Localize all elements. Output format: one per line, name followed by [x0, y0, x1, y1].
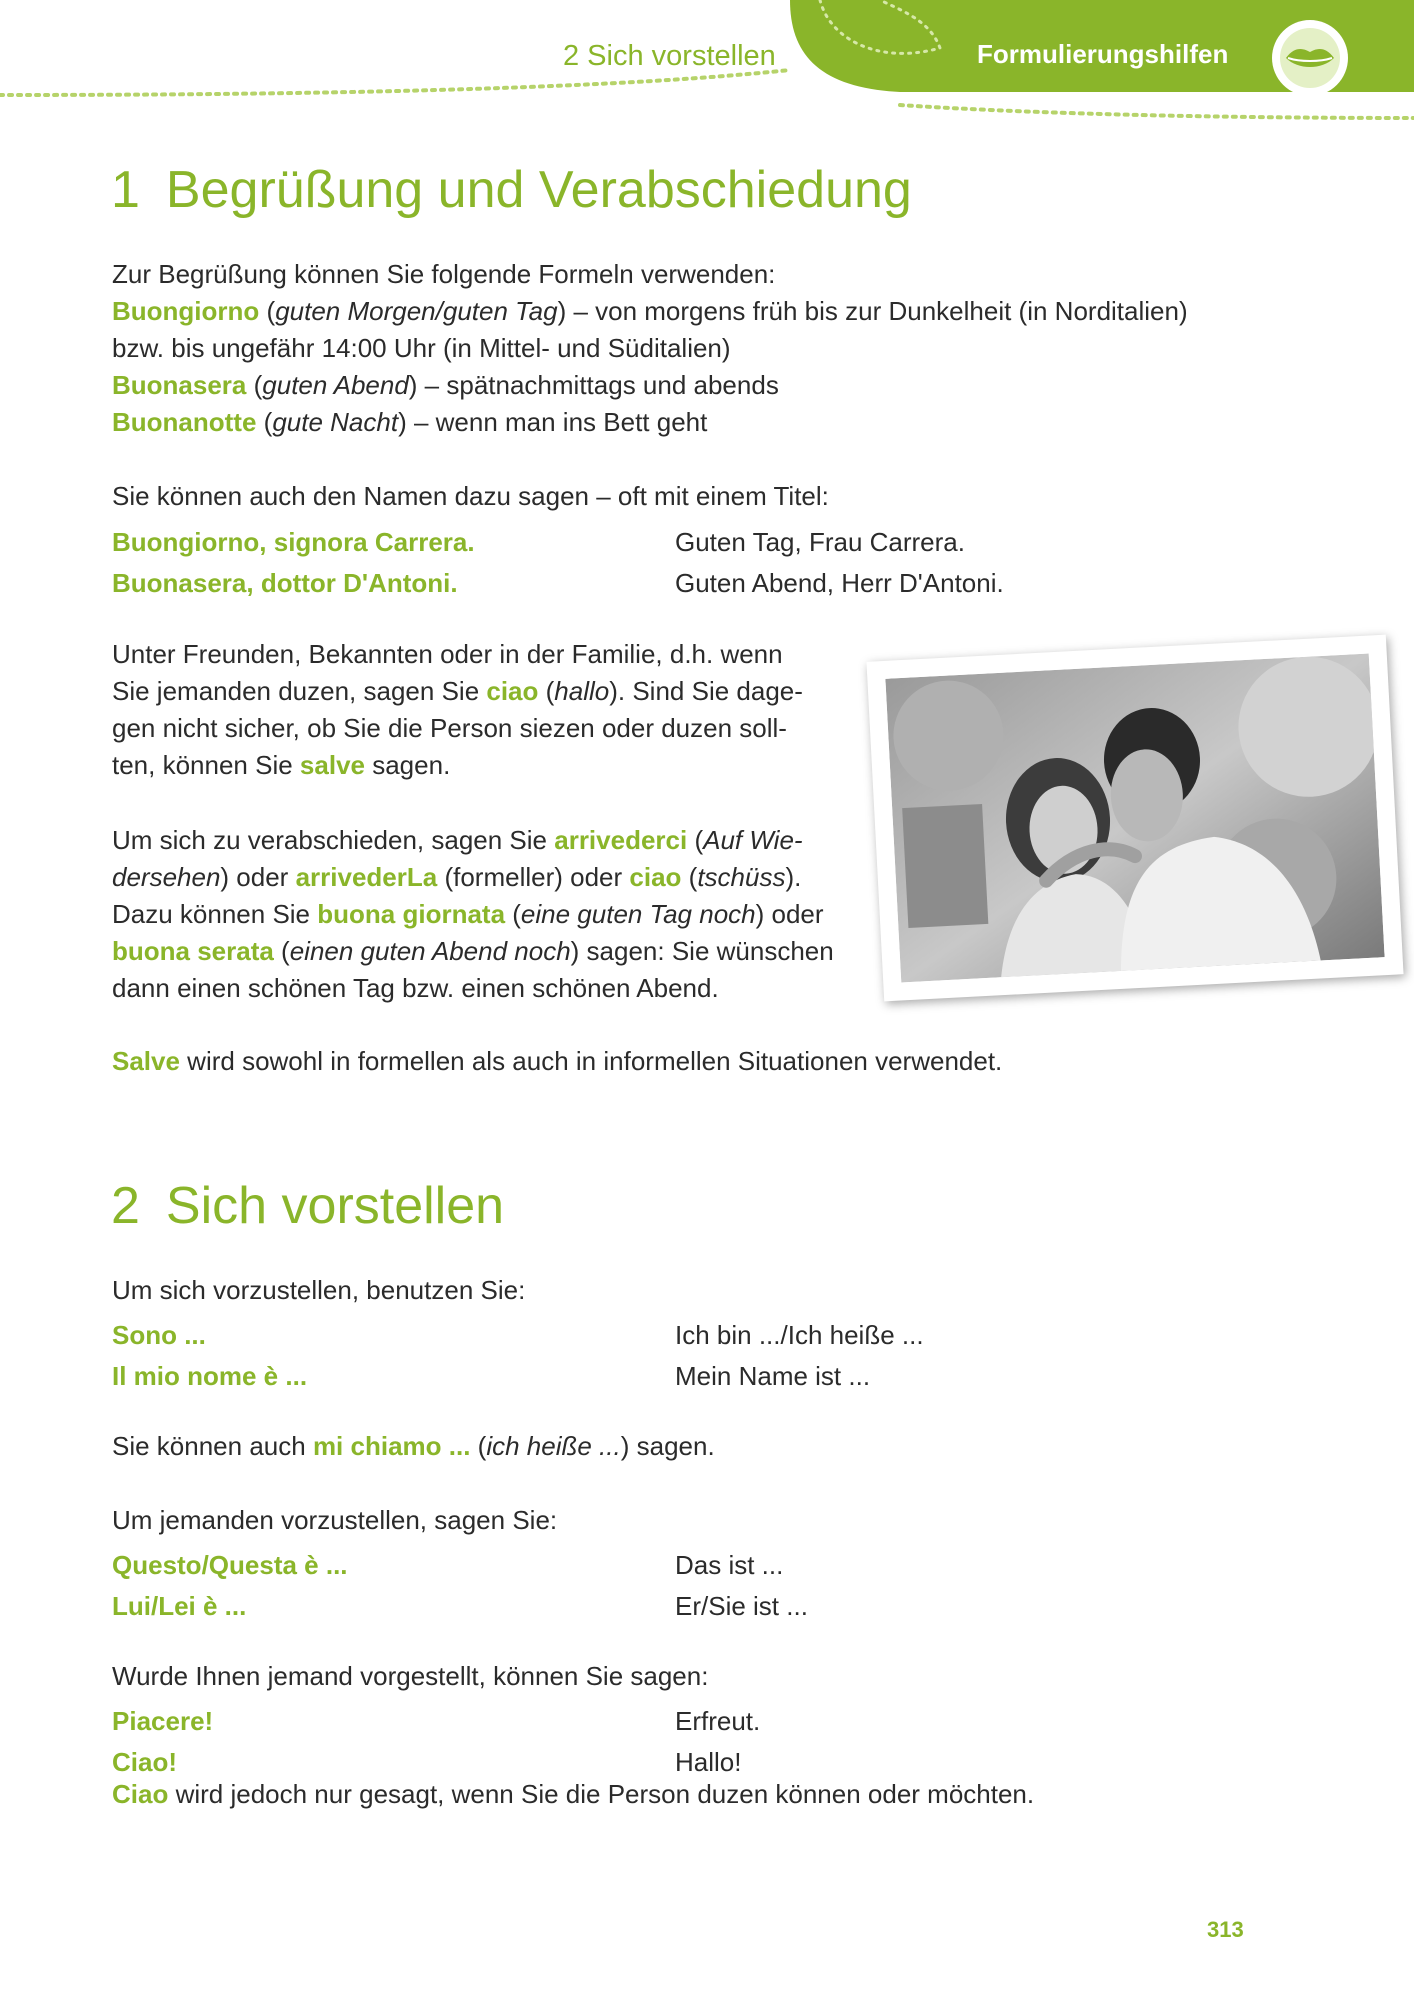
page-number: 313	[1207, 1917, 1244, 1942]
greeting-intro: Zur Begrüßung können Sie folgende Formeln verwenden:	[112, 259, 776, 289]
section-2-number: 2	[111, 1177, 140, 1235]
greeting-line: Buonanotte (gute Nacht) – wenn man ins Bett geht	[112, 407, 708, 437]
example-italian: Il mio nome è ...	[112, 1361, 308, 1391]
example-german: Mein Name ist ...	[675, 1361, 871, 1391]
reply-intro: Wurde Ihnen jemand vorgestellt, können Sie sagen:	[112, 1661, 709, 1691]
goodbye-paragraph: Um sich zu verabschieden, sagen Sie arrivederci (Auf Wie- dersehen) oder arrivederLa (formeller) oder ciao (tschüss). Dazu können Sie buona giornata (eine guten Tag noch) oder buona serata (einen guten Abend noch) sagen: Sie wünschen dann einen schönen Tag bzw. einen schönen Abend.	[112, 825, 834, 1003]
example-italian: Sono ...	[112, 1320, 206, 1350]
friends-paragraph: Unter Freunden, Bekannten oder in der Familie, d.h. wenn Sie jemanden duzen, sagen Sie ciao (hallo). Sind Sie dage- gen nicht sicher, ob Sie die Person siezen oder duzen soll- ten, können Sie salve sagen.	[112, 639, 803, 780]
photo-image	[885, 654, 1384, 983]
greeting-line: bzw. bis ungefähr 14:00 Uhr (in Mittel- und Süditalien)	[112, 333, 731, 363]
names-intro: Sie können auch den Namen dazu sagen – oft mit einem Titel:	[112, 481, 829, 511]
section-1-title	[111, 160, 912, 220]
example-german: Guten Tag, Frau Carrera.	[675, 527, 965, 557]
others-intro: Um jemanden vorzustellen, sagen Sie:	[112, 1505, 558, 1535]
example-italian: Lui/Lei è ...	[112, 1591, 247, 1621]
self-intro: Um sich vorzustellen, benutzen Sie:	[112, 1275, 526, 1305]
example-german: Guten Abend, Herr D'Antoni.	[675, 568, 1004, 598]
greeting-line: Buongiorno (guten Morgen/guten Tag) – von morgens früh bis zur Dunkelheit (in Norditalien)	[112, 296, 1188, 326]
example-italian: Questo/Questa è ...	[112, 1550, 348, 1580]
salve-note: Salve wird sowohl in formellen als auch in informellen Situationen verwendet.	[112, 1046, 1003, 1076]
example-italian: Ciao!	[112, 1747, 177, 1777]
example-german: Er/Sie ist ...	[675, 1591, 808, 1621]
example-german: Das ist ...	[675, 1550, 784, 1580]
example-german: Hallo!	[675, 1747, 742, 1777]
section-2-title	[111, 1176, 504, 1236]
lips-icon	[1272, 20, 1348, 96]
running-head-chapter: 2 Sich vorstellen	[563, 40, 776, 72]
section-2-heading: Sich vorstellen	[165, 1177, 505, 1235]
example-italian: Piacere!	[112, 1706, 214, 1736]
ciao-note: Ciao wird jedoch nur gesagt, wenn Sie die Person duzen können oder möchten.	[112, 1779, 1035, 1809]
section-1-number: 1	[111, 161, 140, 219]
running-head-label: Formulierungshilfen	[977, 39, 1229, 69]
example-german: Ich bin .../Ich heiße ...	[675, 1320, 924, 1350]
example-italian: Buonasera, dottor D'Antoni.	[112, 568, 458, 598]
section-1-heading: Begrüßung und Verabschiedung	[165, 161, 912, 219]
example-german: Erfreut.	[675, 1706, 761, 1736]
mi-chiamo-note: Sie können auch mi chiamo ... (ich heiße ...) sagen.	[112, 1431, 715, 1461]
example-italian: Buongiorno, signora Carrera.	[112, 527, 475, 557]
greeting-line: Buonasera (guten Abend) – spätnachmittags und abends	[112, 370, 779, 400]
couple-photo	[866, 635, 1403, 1002]
